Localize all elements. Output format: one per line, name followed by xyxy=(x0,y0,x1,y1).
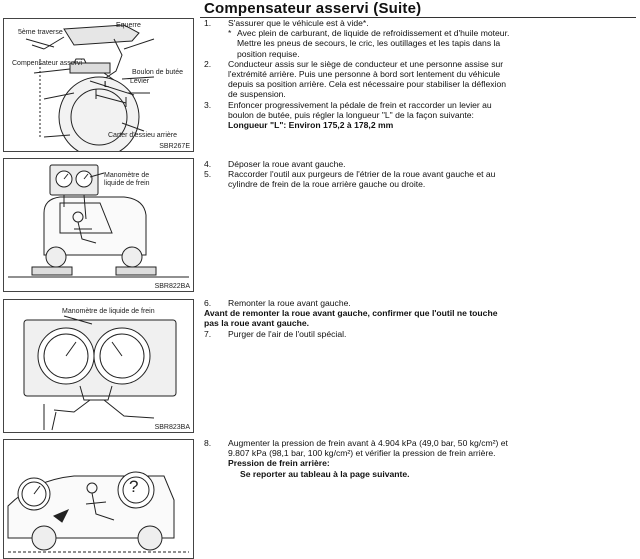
label-rear-axle-housing: Carter d'essieu arrière xyxy=(108,132,178,139)
length-specification: Longueur "L": Environ 175,2 à 178,2 mm xyxy=(228,120,394,131)
label-proportioning-valve: Compensateur asservi xyxy=(12,60,83,67)
warning-text: Avant de remonter la roue avant gauche, confirmer que l'outil ne touche pas la roue avant gauche. xyxy=(204,308,498,329)
gauge-set-drawing xyxy=(4,300,193,432)
label-stop-bolt: Boulon de butée xyxy=(132,69,183,76)
step-number: 4. xyxy=(204,159,212,169)
step-number: 5. xyxy=(204,169,212,180)
figure-proportioning-valve xyxy=(3,18,194,152)
step-number: 1. xyxy=(204,18,212,28)
step-text: Déposer la roue avant gauche. xyxy=(228,159,346,169)
figure-code: SBR267E xyxy=(159,143,190,150)
label-lever: Levier xyxy=(130,78,150,85)
step-number: 8. xyxy=(204,438,212,448)
step-number: 7. xyxy=(204,328,212,339)
vehicle-gauge-drawing xyxy=(4,159,193,291)
section-step-8 xyxy=(204,438,514,479)
figure-code: SBR822BA xyxy=(154,283,190,290)
figure-vehicle-gauge xyxy=(3,158,194,292)
label-length-l: L xyxy=(104,80,109,89)
step-text: Purger de l'air de l'outil spécial. xyxy=(228,328,347,339)
label-fifth-crossmember: 5ème traverse xyxy=(18,29,63,36)
label-gauge-line1: Manomètre de xyxy=(104,172,150,179)
step-text: Raccorder l'outil aux purgeurs de l'étrier de la roue avant gauche et au cylindre de frein de la roue arrière gauche ou droite. xyxy=(228,169,496,190)
footnote-text: Avec plein de carburant, de liquide de refroidissement et d'huile moteur. Mettre les pneus de secours, le cric, les outillages et les tapis dans la position requise. xyxy=(237,28,510,59)
step-text: Enfoncer progressivement la pédale de frein et raccorder un levier au boulon de butée, puis régler la longueur "L" de la façon suivante: xyxy=(228,99,492,120)
label-bracket: Equerre xyxy=(116,22,141,29)
pressure-check-drawing xyxy=(4,440,193,558)
figure-pressure-check xyxy=(3,439,194,559)
table-reference: Se reporter au tableau à la page suivante. xyxy=(240,468,410,479)
rear-pressure-heading: Pression de frein arrière: xyxy=(228,458,330,469)
label-gauge-line2: liquide de frein xyxy=(104,180,150,187)
footnote-marker: * xyxy=(228,28,232,39)
page-title: Compensateur asservi (Suite) xyxy=(204,0,422,17)
step-text: Conducteur assis sur le siège de conducteur et une personne assise sur l'extrémité arrière. Puis une personne à bord sort lentement du véhicule depuis sa position arrière. Cela est nécessaire pour stabiliser la déflexion de suspension. xyxy=(228,58,507,100)
step-number: 6. xyxy=(204,298,212,308)
step-text: S'assurer que le véhicule est à vide*. xyxy=(228,18,369,28)
step-text: Augmenter la pression de frein avant à 4.904 kPa (49,0 bar, 50 kg/cm²) et 9.807 kPa (98,1 bar, 100 kg/cm²) et vérifier la pression de frein arrière. xyxy=(228,438,508,459)
figure-gauge-set xyxy=(3,299,194,433)
section-steps-4-5 xyxy=(204,159,514,190)
step-number: 2. xyxy=(204,58,212,69)
section-steps-6-7 xyxy=(204,298,514,339)
label-question-mark: ? xyxy=(129,477,139,496)
label-brake-fluid-gauge: Manomètre de liquide de frein xyxy=(62,308,155,315)
figure-code: SBR823BA xyxy=(154,424,190,431)
step-number: 3. xyxy=(204,99,212,110)
step-text: Remonter la roue avant gauche. xyxy=(228,298,351,308)
section-steps-1-3 xyxy=(204,18,514,130)
